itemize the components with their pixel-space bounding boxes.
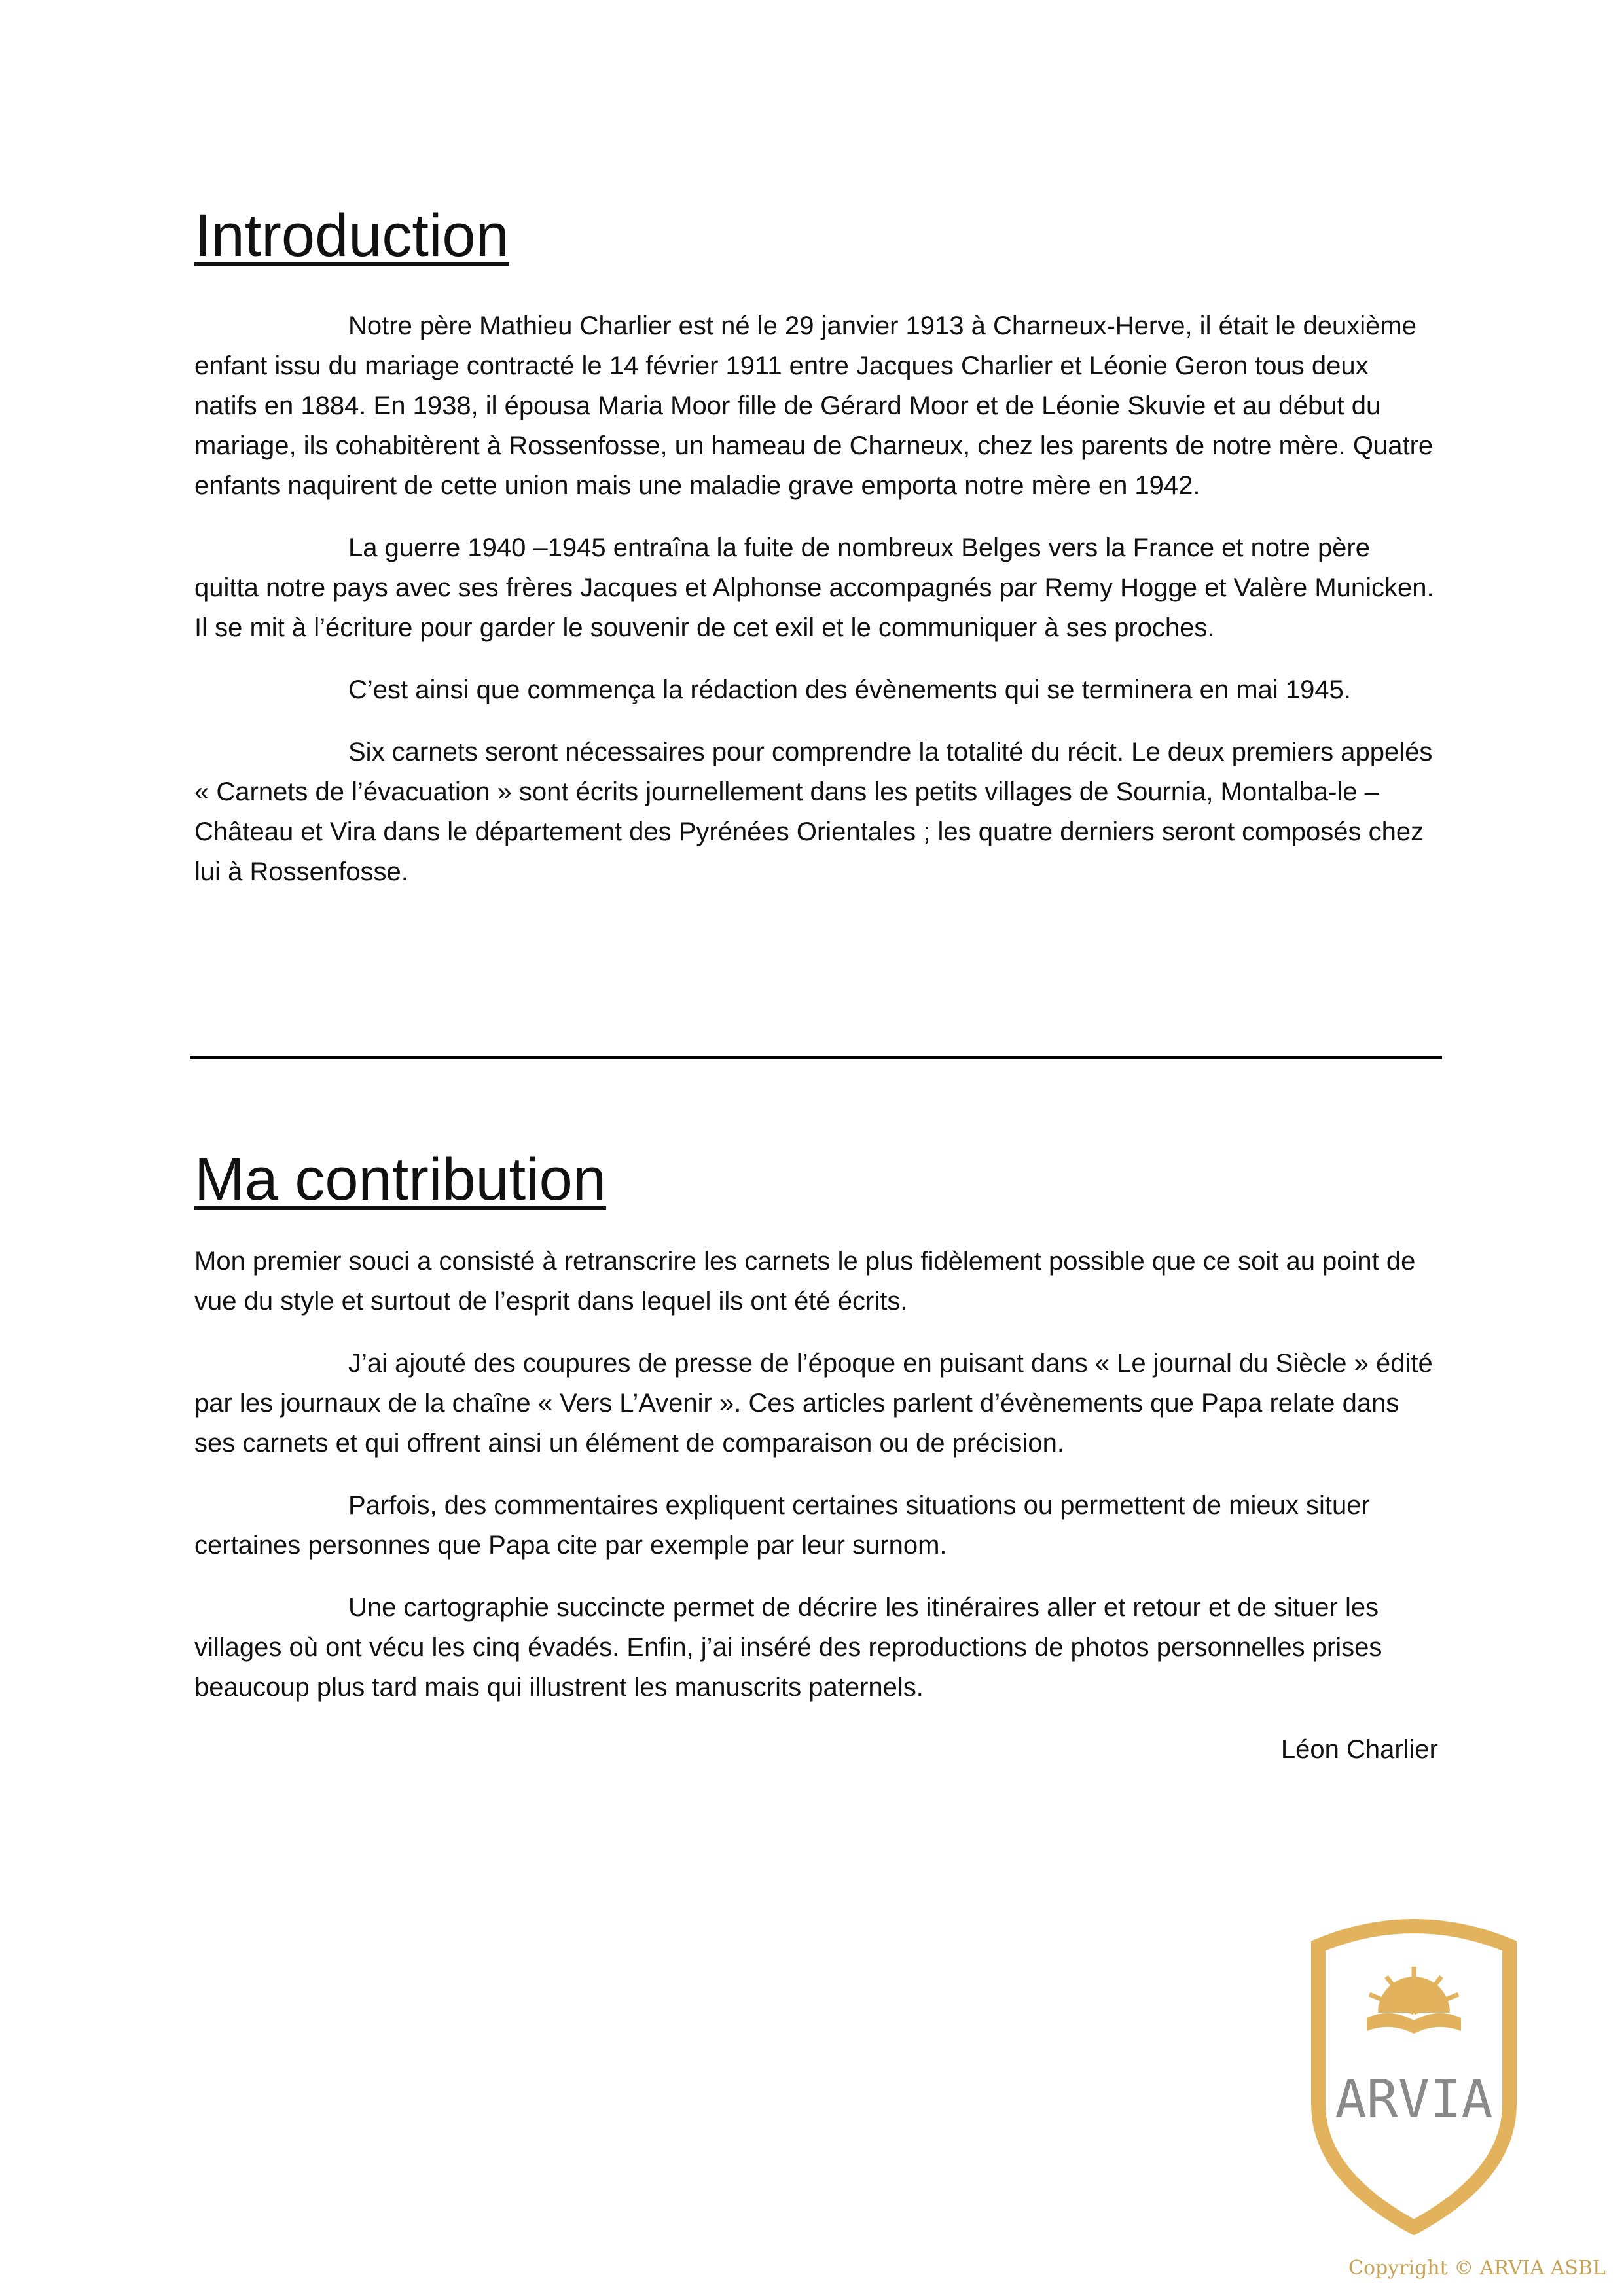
contribution-paragraph: Une cartographie succincte permet de décrire les itinéraires aller et retour et de situer les villages où ont vécu les cinq évadés. Enfin, j’ai inséré des reproductions de photos personnelles prises beaucoup plus tard mais qui illustrent les manuscrits paternels. xyxy=(194,1593,1382,1702)
arvia-logo xyxy=(1309,1914,1519,2235)
intro-paragraph: C’est ainsi que commença la rédaction des évènements qui se terminera en mai 1945. xyxy=(348,675,1351,704)
intro-paragraph: La guerre 1940 –1945 entraîna la fuite de nombreux Belges vers la France et notre père quitta notre pays avec ses frères Jacques et Alphonse accompagnés par Remy Hogge et Valère Municken. Il se mit à l’écriture pour garder le souvenir de cet exil et le communiquer à ses proches. xyxy=(194,533,1434,642)
copyright-notice: Copyright © ARVIA ASBL xyxy=(1348,2257,1606,2280)
logo-wordmark: ARVIA xyxy=(1335,2069,1493,2130)
author-signature: Léon Charlier xyxy=(1280,1735,1438,1764)
section-divider xyxy=(190,1056,1442,1059)
open-book-sunburst-icon xyxy=(1367,1967,1461,2034)
intro-paragraph: Six carnets seront nécessaires pour comprendre la totalité du récit. Le deux premiers appelés « Carnets de l’évacuation » sont écrits journellement dans les petits villages de Sournia, Montalba-le –Château et Vira dans le département des Pyrénées Orientales ; les quatre derniers seront composés chez lui à Rossenfosse. xyxy=(194,738,1433,886)
contribution-heading: Ma contribution xyxy=(194,1146,606,1213)
contribution-section xyxy=(194,1242,1438,1770)
contribution-paragraph: J’ai ajouté des coupures de presse de l’époque en puisant dans « Le journal du Siècle » édité par les journaux de la chaîne « Vers L’Avenir ». Ces articles parlent d’évènements que Papa relate dans ses carnets et qui offrent ainsi un élément de comparaison ou de précision. xyxy=(194,1349,1433,1458)
intro-paragraph: Notre père Mathieu Charlier est né le 29 janvier 1913 à Charneux-Herve, il était le deuxième enfant issu du mariage contracté le 14 février 1911 entre Jacques Charlier et Léonie Geron tous deux natifs en 1884. En 1938, il épousa Maria Moor fille de Gérard Moor et de Léonie Skuvie et au début du mariage, ils cohabitèrent à Rossenfosse, un hameau de Charneux, chez les parents de notre mère. Quatre enfants naquirent de cette union mais une maladie grave emporta notre mère en 1942. xyxy=(194,312,1434,500)
introduction-section xyxy=(194,306,1438,914)
contribution-paragraph: Mon premier souci a consisté à retranscrire les carnets le plus fidèlement possible que ce soit au point de vue du style et surtout de l’esprit dans lequel ils ont été écrits. xyxy=(194,1247,1416,1316)
introduction-heading: Introduction xyxy=(194,202,509,269)
contribution-paragraph: Parfois, des commentaires expliquent certaines situations ou permettent de mieux situer certaines personnes que Papa cite par exemple par leur surnom. xyxy=(194,1491,1370,1560)
